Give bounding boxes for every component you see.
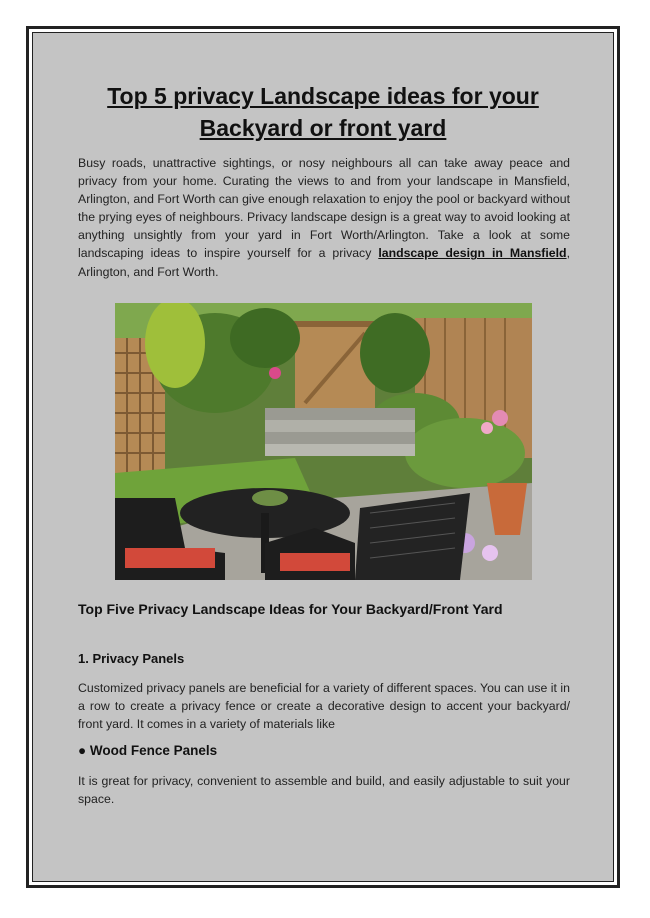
title-line-2: Backyard or front yard xyxy=(199,115,447,141)
backyard-photo xyxy=(115,303,532,580)
intro-text-end: , Arlington, and Fort Worth. xyxy=(78,246,570,279)
idea-1-paragraph: Customized privacy panels are beneficial for a variety of different spaces. You can use it in a row to create a privacy fence or create a decorative design to accent your backyard/ front yard. It comes in a variety of materials like xyxy=(78,681,570,732)
section-heading: Top Five Privacy Landscape Ideas for Your Backyard/Front Yard xyxy=(78,601,503,617)
landscape-design-link[interactable]: landscape design in Mansfield xyxy=(378,246,567,261)
intro-text: Busy roads, unattractive sightings, or nosy neighbours all can take away peace and privacy from your home. Curating the views to and from your landscape in Mansfield, Arlington, and Fort Worth can give enough relaxation to enjoy the pool or backyard without the prying eyes of neighbours. Privacy landscape design is a great way to avoid looking at anything unsightly from your yard in Fort Worth/Arlington. Take a look at some landscaping ideas to inspire yourself for a privacy xyxy=(78,156,570,261)
intro-paragraph xyxy=(78,154,570,281)
idea-1-heading: 1. Privacy Panels xyxy=(78,651,185,666)
page-title xyxy=(40,80,606,144)
bullet-1-paragraph: It is great for privacy, convenient to assemble and build, and easily adjustable to suit your space. xyxy=(78,774,570,807)
bullet-1-heading: ● Wood Fence Panels xyxy=(78,743,218,758)
title-line-1: Top 5 privacy Landscape ideas for your xyxy=(107,83,539,109)
